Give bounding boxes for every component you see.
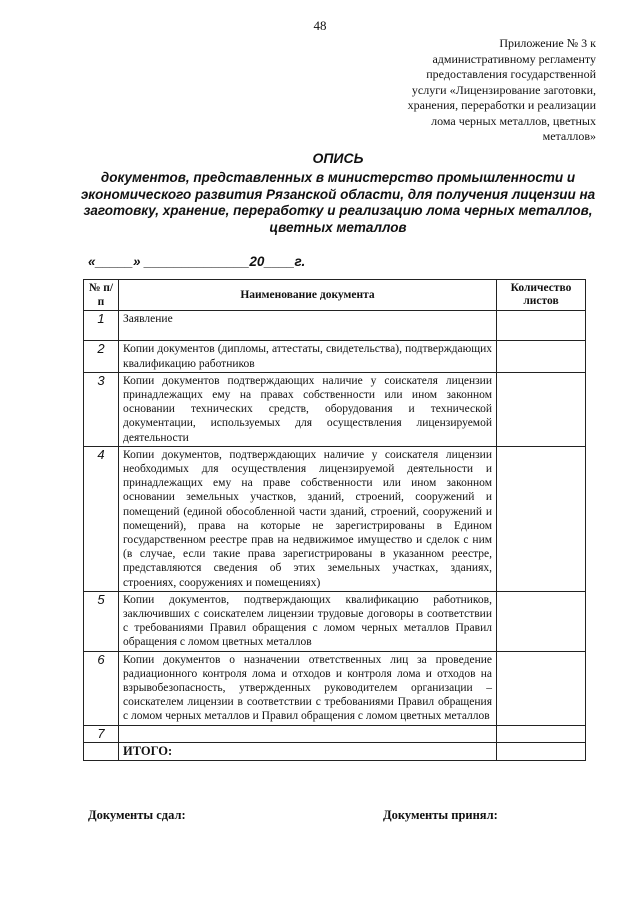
row-name: Копии документов, подтверждающих квалификацию работников, заключивших с соискателем лицензии трудовые договоры в соответствии с требованиями Правил обращения с ломом черных металлов Правил обращения с ломом цветных металлов — [119, 591, 497, 651]
appendix-header — [346, 36, 596, 145]
submitted-label: Документы сдал: — [88, 808, 186, 822]
title-subtitle: документов, представленных в министерство промышленности и экономического развития Рязанской области, для получения лицензии на заготовку, хранение, переработку и реализацию лома черных металлов, цветных металлов — [80, 170, 596, 235]
row-count — [497, 651, 586, 725]
table-row — [84, 311, 586, 341]
appendix-line: хранения, переработки и реализации — [407, 98, 596, 112]
header-num: № п/п — [84, 280, 119, 311]
appendix-line: лома черных металлов, цветных — [431, 113, 596, 128]
row-count — [497, 372, 586, 446]
page-number: 48 — [313, 18, 327, 33]
received-label: Документы принял: — [383, 808, 498, 822]
total-label: ИТОГО: — [119, 742, 497, 760]
table-row — [84, 372, 586, 446]
appendix-line: Приложение № 3 к — [499, 36, 596, 50]
appendix-line: услуги «Лицензирование заготовки, — [411, 82, 596, 97]
row-num: 1 — [84, 311, 119, 341]
appendix-line: предоставления государственной — [426, 67, 596, 81]
row-name — [119, 725, 497, 742]
row-num: 3 — [84, 372, 119, 446]
row-num: 4 — [84, 446, 119, 591]
date-line: «_____» ______________20____г. — [88, 254, 306, 269]
inventory-table — [83, 279, 586, 761]
table-row — [84, 651, 586, 725]
table-row — [84, 446, 586, 591]
row-num: 7 — [84, 725, 119, 742]
header-name: Наименование документа — [119, 280, 497, 311]
row-num: 2 — [84, 341, 119, 372]
title-main: ОПИСЬ — [312, 150, 364, 166]
table-row — [84, 725, 586, 742]
row-name: Копии документов (дипломы, аттестаты, свидетельства), подтверждающих квалификацию работников — [119, 341, 497, 372]
header-count: Количество листов — [497, 280, 586, 311]
row-name: Копии документов подтверждающих наличие у соискателя лицензии принадлежащих ему на правах собственности или ином законном основании технических средств, оборудования и технической документации, используемых для осуществления лицензируемой деятельности — [119, 372, 497, 446]
table-total-row — [84, 742, 586, 760]
appendix-line: административному регламенту — [432, 51, 596, 66]
row-num: 6 — [84, 651, 119, 725]
row-count — [497, 725, 586, 742]
row-count — [497, 446, 586, 591]
total-num-cell — [84, 742, 119, 760]
table-row — [84, 341, 586, 372]
table-header-row — [84, 280, 586, 311]
total-count-cell — [497, 742, 586, 760]
row-name: Копии документов о назначении ответственных лиц за проведение радиационного контроля лома и отходов и контроля лома и отходов на взрывобезопасность, утвержденных руководителем организации – соискателем лицензии в соответствии с требованиями Правил обращения с ломом черных металлов и Правил обращения с ломом цветных металлов — [119, 651, 497, 725]
row-name: Копии документов, подтверждающих наличие у соискателя лицензии необходимых для осуществления лицензируемой деятельности и принадлежащих ему на праве собственности или ином законном основании земельных участков, зданий, строений, сооружений и помещений (единой обособленной части зданий, строений, сооружений и помещений), права на которые не зарегистрированы в Едином государственном реестре прав на недвижимое имущество и сделок с ним (в случае, если такие права зарегистрированы в указанном реестре, представляются сведения об этих земельных участках, зданиях, строениях, сооружениях и помещениях) — [119, 446, 497, 591]
row-num: 5 — [84, 591, 119, 651]
appendix-line: металлов» — [542, 129, 596, 143]
document-title — [80, 150, 596, 236]
row-count — [497, 341, 586, 372]
row-count — [497, 591, 586, 651]
row-name: Заявление — [119, 311, 497, 341]
table-row — [84, 591, 586, 651]
row-count — [497, 311, 586, 341]
